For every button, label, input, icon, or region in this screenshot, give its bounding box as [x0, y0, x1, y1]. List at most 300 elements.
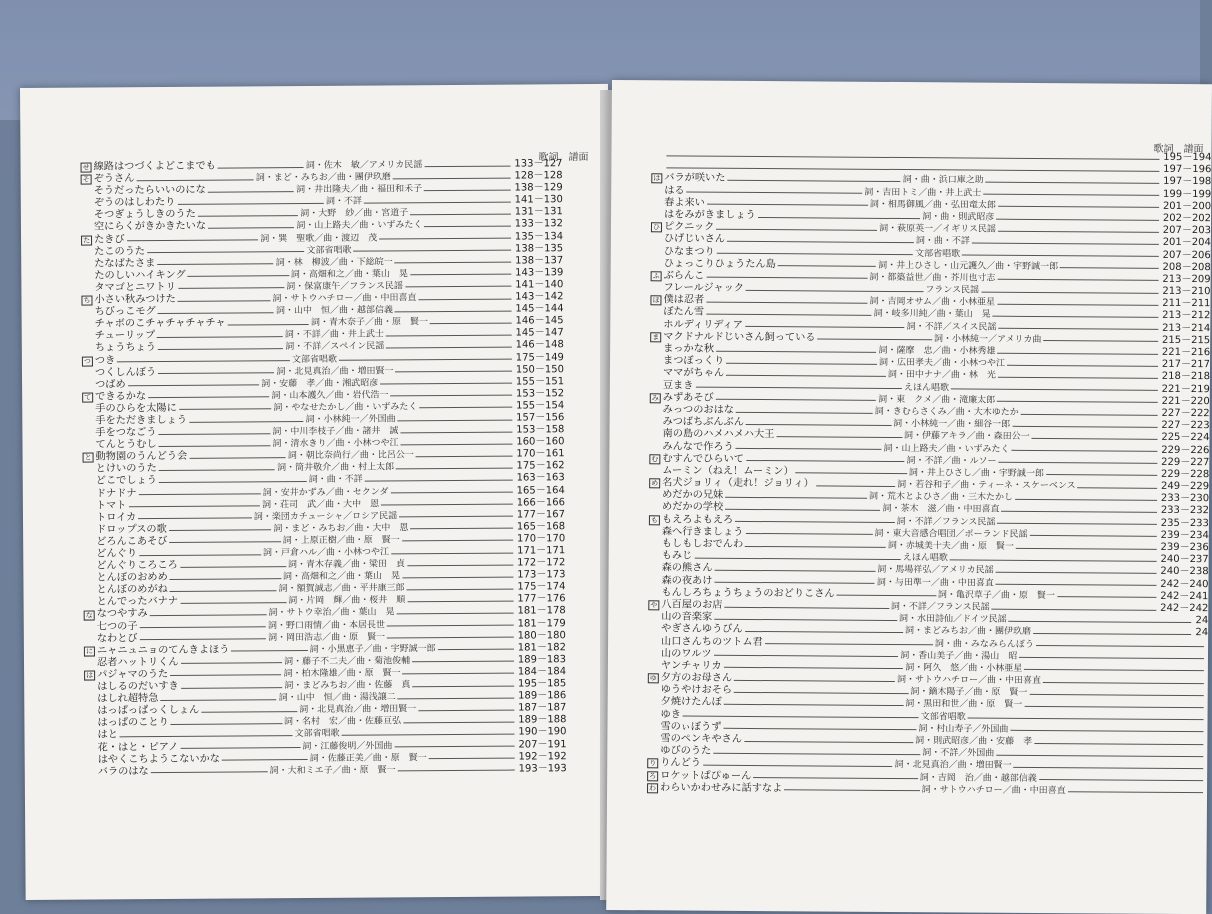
- song-credit: 詞・不詳／外国曲: [922, 748, 995, 759]
- song-credit: 詞・荒木とよひさ／曲・三木たかし: [869, 492, 1014, 504]
- song-title: つばめ: [95, 378, 126, 391]
- leader-line: [1043, 340, 1158, 342]
- leader-line: [387, 625, 514, 627]
- page-numbers: 195－185: [517, 678, 567, 690]
- leader-line: [393, 177, 511, 179]
- song-credit: 詞・吉岡 治／曲・越部信義: [919, 772, 1037, 784]
- kana-section-marker: [650, 405, 661, 415]
- leader-line: [395, 371, 511, 373]
- leader-line: [784, 790, 919, 792]
- song-title: 線路はつづくよどこまでも: [93, 160, 216, 173]
- page-numbers: 199－199: [1163, 188, 1212, 200]
- kana-section-marker: [81, 259, 92, 269]
- song-credit: 詞・曲・みなみらんぼう: [934, 638, 1034, 650]
- page-numbers: 229－227: [1161, 456, 1210, 468]
- song-title: 森の熊さん: [661, 562, 713, 575]
- kana-section-marker: ろ: [647, 771, 658, 781]
- page-numbers: 229－226: [1161, 444, 1210, 456]
- leader-line: [997, 523, 1156, 525]
- leader-line: [403, 721, 514, 723]
- song-credit: 詞・青木奈子／曲・原 賢一: [310, 317, 429, 329]
- kana-section-marker: つ: [82, 356, 93, 366]
- page-numbers: 24: [1195, 615, 1209, 627]
- leader-line: [1034, 743, 1203, 745]
- page-numbers: 155－154: [516, 400, 565, 412]
- kana-section-marker: [83, 562, 94, 572]
- leader-line: [962, 255, 1158, 257]
- kana-section-marker: ふ: [651, 271, 662, 281]
- leader-line: [424, 165, 510, 167]
- song-credit: 詞・小黒恵子／曲・宇野誠一郎: [309, 643, 436, 655]
- kana-section-marker: [82, 344, 93, 354]
- song-credit: 詞・山本護久／曲・岩代浩一: [271, 390, 389, 402]
- kana-section-marker: [84, 683, 95, 693]
- page-numbers: 181－179: [517, 617, 566, 630]
- song-title: はと: [97, 729, 118, 741]
- kana-section-marker: [82, 429, 93, 439]
- leader-line: [178, 300, 271, 302]
- page-numbers: 213－210: [1162, 285, 1211, 298]
- song-credit: 詞・保富康午／フランス民謡: [286, 281, 403, 293]
- song-title: ひょっこりひょうたん島: [663, 258, 776, 270]
- page-numbers: 187－187: [518, 702, 567, 714]
- song-credit: 詞・山中 恒／曲・越部信義: [275, 305, 394, 317]
- leader-line: [745, 533, 872, 535]
- page-numbers: 133－132: [514, 218, 564, 231]
- leader-line: [724, 704, 903, 706]
- song-title: バラのはな: [97, 765, 149, 778]
- song-credit: 詞・高畑和之／曲・葉山 晃: [282, 571, 401, 583]
- song-title: トロイカ: [95, 511, 137, 524]
- leader-line: [398, 697, 514, 699]
- leader-line: [753, 777, 917, 779]
- song-title: ゆうやけおそら: [660, 684, 733, 697]
- leader-line: [951, 389, 1158, 391]
- page-numbers: 153－152: [515, 387, 565, 400]
- leader-line: [745, 546, 886, 548]
- page-numbers: 165－164: [516, 484, 565, 497]
- page-numbers: 146－145: [515, 315, 564, 327]
- leader-line: [714, 618, 897, 620]
- leader-line: [1015, 499, 1157, 501]
- kana-section-marker: わ: [647, 783, 658, 793]
- leader-line: [727, 180, 900, 182]
- leader-line: [1029, 535, 1156, 537]
- kana-section-marker: [84, 634, 95, 644]
- leader-line: [416, 455, 513, 457]
- leader-line: [744, 741, 913, 743]
- leader-line: [796, 473, 907, 475]
- leader-line: [228, 324, 309, 326]
- leader-line: [694, 557, 901, 559]
- song-title: 空にらくがきかきたいな: [93, 221, 207, 233]
- leader-line: [714, 582, 874, 584]
- song-credit: 詞・曲・浜口庫之助: [902, 175, 984, 186]
- song-credit: 詞・北見真治／曲・増田賢一: [894, 760, 1012, 772]
- song-credit: 詞・朝比奈尚行／曲・比呂公一: [287, 450, 414, 462]
- song-title: 手をただきましょう: [95, 414, 188, 427]
- leader-line: [1009, 621, 1192, 623]
- leader-line: [181, 663, 283, 665]
- page-numbers: 221－220: [1161, 395, 1210, 407]
- kana-section-marker: [83, 477, 94, 487]
- kana-section-marker: た: [81, 235, 92, 245]
- song-title: そつぎょうしきのうた: [93, 209, 196, 221]
- kana-section-marker: ほ: [650, 296, 661, 306]
- page-numbers: 207－206: [1162, 249, 1211, 261]
- song-title: もんしろちょうちょうのおどりこさん: [661, 587, 835, 600]
- leader-line: [1016, 547, 1157, 549]
- page-numbers: 239－236: [1160, 541, 1209, 554]
- leader-line: [342, 734, 515, 736]
- song-credit: 詞・大和ミエ子／曲・原 賢一: [269, 765, 396, 776]
- song-title: まっかな秋: [663, 343, 715, 355]
- leader-line: [999, 462, 1158, 464]
- kana-section-marker: み: [650, 393, 661, 403]
- song-credit: 詞・不詳／スイス民謡: [906, 321, 997, 333]
- leader-line: [170, 590, 277, 592]
- kana-section-marker: な: [84, 610, 95, 620]
- leader-line: [379, 238, 511, 240]
- leader-line: [158, 348, 283, 350]
- song-credit: 詞・大野 紗／曲・宮道子: [300, 208, 409, 220]
- song-title: 雪のペンキやさん: [660, 733, 742, 745]
- leader-line: [150, 614, 267, 616]
- leader-line: [139, 554, 261, 556]
- right-song-index: [607, 148, 1211, 798]
- song-title: ひなまつり: [663, 245, 715, 258]
- leader-line: [998, 377, 1158, 379]
- kana-section-marker: [649, 491, 660, 501]
- page-numbers: 197－198: [1163, 176, 1212, 188]
- song-title: たこのうた: [94, 245, 146, 258]
- kana-section-marker: [650, 308, 661, 318]
- song-credit: 詞・茶木 滋／曲・中田喜直: [882, 504, 1000, 516]
- leader-line: [1036, 645, 1204, 647]
- leader-line: [365, 480, 513, 482]
- page-numbers: 138－135: [514, 242, 564, 255]
- kana-section-marker: [648, 686, 659, 696]
- page-numbers: 193－193: [518, 762, 567, 775]
- kana-section-marker: [647, 734, 658, 744]
- page-numbers: 172－172: [517, 557, 566, 569]
- leader-line: [424, 226, 510, 228]
- song-credit: 詞・薩摩 忠／曲・小林秀雄: [878, 345, 996, 357]
- song-credit: 詞・黒田和世／曲・原 賢一: [905, 699, 1023, 711]
- song-credit: 詞・佐木 敏／アメリカ民謡: [305, 160, 423, 172]
- song-title: とけいのうた: [95, 463, 157, 475]
- song-credit: 詞・片岡 輝／曲・桜井 順: [288, 595, 406, 607]
- song-title: つき: [94, 354, 116, 366]
- kana-section-marker: と: [83, 453, 94, 463]
- page-numbers: 249－229: [1160, 480, 1210, 493]
- song-credit: 詞・サトウハチロー／曲・中田喜直: [272, 293, 417, 305]
- kana-section-marker: [650, 369, 661, 379]
- page-numbers: 177－176: [517, 593, 566, 605]
- leader-line: [1024, 669, 1204, 671]
- leader-line: [998, 328, 1158, 330]
- song-title: ちびっこモグ: [94, 306, 156, 318]
- song-credit: 詞・若谷和子／曲・ティーネ・スケーベンス: [897, 480, 1076, 492]
- kana-section-marker: [650, 344, 661, 354]
- song-title: ぼたん雪: [663, 306, 705, 319]
- kana-section-marker: は: [651, 174, 662, 184]
- song-credit: 詞・萩原英一／イギリス民謡: [879, 223, 996, 235]
- song-credit: 詞・不詳／フランス民謡: [890, 601, 990, 613]
- song-title: はっぱっぱっくしょん: [97, 704, 200, 717]
- leader-line: [997, 352, 1157, 354]
- page-numbers: 141－140: [515, 279, 564, 291]
- leader-line: [399, 516, 513, 518]
- leader-line: [723, 728, 916, 730]
- leader-line: [400, 431, 512, 433]
- leader-line: [158, 372, 274, 374]
- right-page: [606, 80, 1212, 914]
- song-title: たなばたさま: [94, 257, 156, 270]
- leader-line: [402, 540, 513, 542]
- song-credit: 詞・筒井敬介／曲・村上太郎: [277, 462, 395, 474]
- song-title: ママがちゃん: [662, 367, 725, 380]
- song-credit: 詞・サトウハチロー／曲・中田喜直: [921, 784, 1066, 796]
- leader-line: [746, 460, 905, 462]
- leader-line: [407, 600, 513, 602]
- kana-section-marker: [648, 588, 659, 598]
- song-title: みつばちぶんぶん: [662, 416, 744, 429]
- song-title: 手のひらを太陽に: [95, 402, 177, 415]
- song-credit: 詞・楽団カチューシャ／ロシア民謡: [253, 511, 398, 523]
- leader-line: [992, 608, 1156, 610]
- leader-line: [765, 643, 933, 645]
- leader-line: [140, 626, 267, 628]
- kana-section-marker: [649, 527, 660, 537]
- song-credit: 詞・サトウハチロー／曲・中田喜直: [896, 675, 1042, 687]
- leader-line: [391, 552, 513, 554]
- kana-section-marker: [83, 574, 94, 584]
- song-title: 豆まき: [662, 379, 694, 392]
- leader-line: [1068, 792, 1203, 794]
- leader-line: [429, 758, 515, 760]
- song-credit: 詞・亀沢草子／曲・原 賢一: [937, 590, 1055, 601]
- song-credit: 詞・藤子不二夫／曲・菊池俊輔: [284, 656, 411, 668]
- song-title: ホルディリディア: [663, 318, 744, 331]
- song-title: なつやすみ: [96, 608, 148, 620]
- leader-line: [745, 631, 903, 633]
- leader-line: [400, 443, 512, 445]
- kana-section-marker: [84, 731, 95, 741]
- song-title: 夕焼けたんぼ: [660, 696, 722, 709]
- kana-section-marker: も: [649, 515, 660, 525]
- leader-line: [157, 336, 283, 338]
- leader-line: [666, 167, 1159, 171]
- song-credit: 詞・不詳／曲・井上武士: [284, 329, 384, 341]
- song-credit: 詞・小林純一／曲・細谷一郎: [893, 419, 1011, 430]
- song-title: そうだったらいいのにな: [93, 184, 206, 197]
- song-credit: 詞・東 クメ／曲・滝廉太郎: [878, 394, 996, 406]
- kana-section-marker: [648, 576, 659, 586]
- leader-line: [397, 613, 514, 615]
- page-numbers: 208－208: [1162, 261, 1211, 273]
- song-title: マクドナルドじいさん飼っている: [663, 331, 816, 344]
- page-numbers: 221－216: [1161, 346, 1211, 359]
- leader-line: [407, 588, 514, 590]
- leader-line: [736, 448, 882, 450]
- leader-line: [717, 253, 913, 255]
- song-title: みんなで作ろう: [662, 440, 734, 453]
- kana-section-marker: そ: [81, 175, 92, 185]
- page-numbers: 190－190: [518, 726, 567, 738]
- leader-line: [716, 399, 876, 401]
- leader-line: [179, 409, 272, 411]
- leader-line: [706, 302, 867, 304]
- leader-line: [201, 711, 297, 713]
- kana-section-marker: [647, 722, 658, 732]
- leader-line: [412, 685, 514, 687]
- kana-section-marker: [82, 441, 93, 451]
- kana-section-marker: [651, 198, 662, 208]
- leader-line: [1014, 767, 1204, 769]
- page-numbers: 175－149: [515, 351, 564, 364]
- leader-line: [1010, 730, 1203, 732]
- page-numbers: 157－156: [516, 412, 565, 424]
- kana-section-marker: [651, 210, 662, 220]
- leader-line: [1032, 438, 1158, 440]
- song-credit: 詞・山中 恒／曲・湯浅譲二: [278, 692, 396, 704]
- song-title: 森へ行きましょう: [661, 526, 744, 538]
- leader-line: [972, 242, 1159, 244]
- leader-line: [438, 649, 514, 651]
- kana-section-marker: [85, 755, 96, 765]
- song-title: 忍者ハットリくん: [96, 656, 179, 669]
- leader-line: [395, 310, 511, 312]
- song-title: ムーミン（ねえ！ムーミン）: [662, 465, 794, 478]
- page-numbers: 150－150: [515, 363, 565, 376]
- page-numbers: 227－222: [1161, 407, 1210, 420]
- page-numbers: 217－217: [1161, 359, 1211, 371]
- kana-section-marker: [83, 586, 94, 596]
- song-title: 七つの子: [96, 620, 138, 633]
- song-credit: 詞・山上路夫／曲・いずみたく: [883, 443, 1010, 455]
- song-credit: 詞・岐多川純／曲・葉山 晃: [873, 309, 991, 321]
- leader-line: [968, 718, 1204, 721]
- song-credit: 詞・まど・みちお／曲・團伊玖磨: [255, 172, 391, 184]
- song-credit: 詞・まどみちお／曲・團伊玖磨: [904, 626, 1032, 638]
- leader-line: [394, 746, 514, 748]
- page-numbers: 145－144: [515, 303, 564, 315]
- leader-line: [687, 192, 863, 194]
- leader-line: [758, 217, 921, 219]
- song-credit: 文部省唱歌: [915, 248, 961, 259]
- leader-line: [997, 279, 1158, 281]
- leader-line: [231, 650, 307, 652]
- page-numbers: 189－183: [517, 654, 567, 666]
- page-numbers: 173－173: [517, 569, 566, 581]
- kana-section-marker: [83, 489, 94, 499]
- song-credit: 詞・曲・則武昭彦: [922, 212, 995, 223]
- kana-section-marker: む: [649, 454, 660, 464]
- leader-line: [716, 228, 877, 230]
- song-credit: 詞・江藤俊明／外国曲: [302, 740, 393, 752]
- leader-line: [180, 747, 300, 749]
- song-credit: 詞・高畑和之／曲・葉山 晃: [290, 269, 408, 280]
- song-title: もえろよもえろ: [661, 513, 734, 526]
- song-title: はっぱのことり: [97, 717, 169, 729]
- leader-line: [405, 286, 511, 288]
- song-title: 名犬ジョリィ（走れ！ジョリィ）: [662, 477, 814, 490]
- leader-line: [136, 179, 254, 181]
- song-credit: フランス民謡: [925, 285, 980, 296]
- song-credit: 詞・不詳: [325, 196, 363, 208]
- kana-section-marker: [81, 187, 92, 197]
- leader-line: [151, 772, 268, 774]
- song-title: できるかな: [95, 390, 147, 403]
- song-title: たのしいハイキング: [94, 269, 186, 282]
- leader-line: [381, 504, 513, 506]
- kana-section-marker: は: [84, 670, 95, 680]
- kana-section-marker: て: [82, 392, 93, 402]
- song-title: ドナドナ: [95, 487, 137, 500]
- leader-line: [395, 262, 511, 264]
- song-title: チューリップ: [94, 330, 156, 342]
- page-numbers: 163－163: [516, 472, 565, 484]
- song-credit: 詞・不詳／フランス民謡: [896, 516, 996, 528]
- page-numbers: 138－129: [514, 182, 563, 194]
- leader-line: [778, 265, 876, 267]
- song-title: 春よ来い: [664, 197, 705, 209]
- song-credit: 詞・曲・不詳: [308, 475, 363, 486]
- leader-line: [818, 339, 933, 341]
- leader-line: [171, 723, 282, 725]
- leader-line: [996, 754, 1203, 756]
- kana-section-marker: [83, 465, 94, 475]
- leader-line: [159, 433, 271, 435]
- leader-line: [715, 570, 876, 572]
- leader-line: [1001, 511, 1156, 513]
- kana-section-marker: ゆ: [648, 673, 659, 683]
- song-title: ヤンチャリカ: [660, 660, 722, 672]
- song-title: もみじ: [661, 550, 693, 562]
- leader-line: [816, 485, 895, 487]
- page-numbers: 153－158: [516, 424, 565, 436]
- leader-line: [706, 277, 867, 279]
- page-numbers: 242－241: [1160, 590, 1209, 602]
- kana-section-marker: ち: [81, 296, 92, 306]
- leader-line: [386, 334, 512, 336]
- kana-section-marker: [84, 695, 95, 705]
- song-credit: 詞・小林純一／アメリカ曲: [934, 334, 1042, 345]
- leader-line: [1029, 694, 1203, 696]
- leader-line: [1039, 779, 1203, 781]
- leader-line: [140, 638, 267, 640]
- leader-line: [189, 457, 286, 459]
- page-numbers: 166－166: [516, 496, 565, 509]
- leader-line: [683, 716, 919, 719]
- leader-line: [386, 347, 511, 349]
- leader-line: [354, 250, 511, 252]
- page-numbers: 160－160: [516, 436, 565, 448]
- song-credit: 詞・きむらさくみ／曲・大木ゆたか: [874, 406, 1019, 418]
- song-title: フレールジャック: [663, 282, 745, 294]
- leader-line: [178, 288, 284, 290]
- page-numbers: 229－228: [1161, 468, 1210, 481]
- page-numbers: 138－137: [515, 254, 564, 267]
- leader-line: [181, 687, 283, 689]
- right-column-header: 歌詞 譜面: [1153, 143, 1204, 156]
- leader-line: [159, 469, 275, 471]
- page-numbers: 240－237: [1160, 554, 1209, 566]
- leader-line: [983, 194, 1159, 196]
- leader-line: [410, 528, 513, 530]
- leader-line: [1019, 657, 1204, 659]
